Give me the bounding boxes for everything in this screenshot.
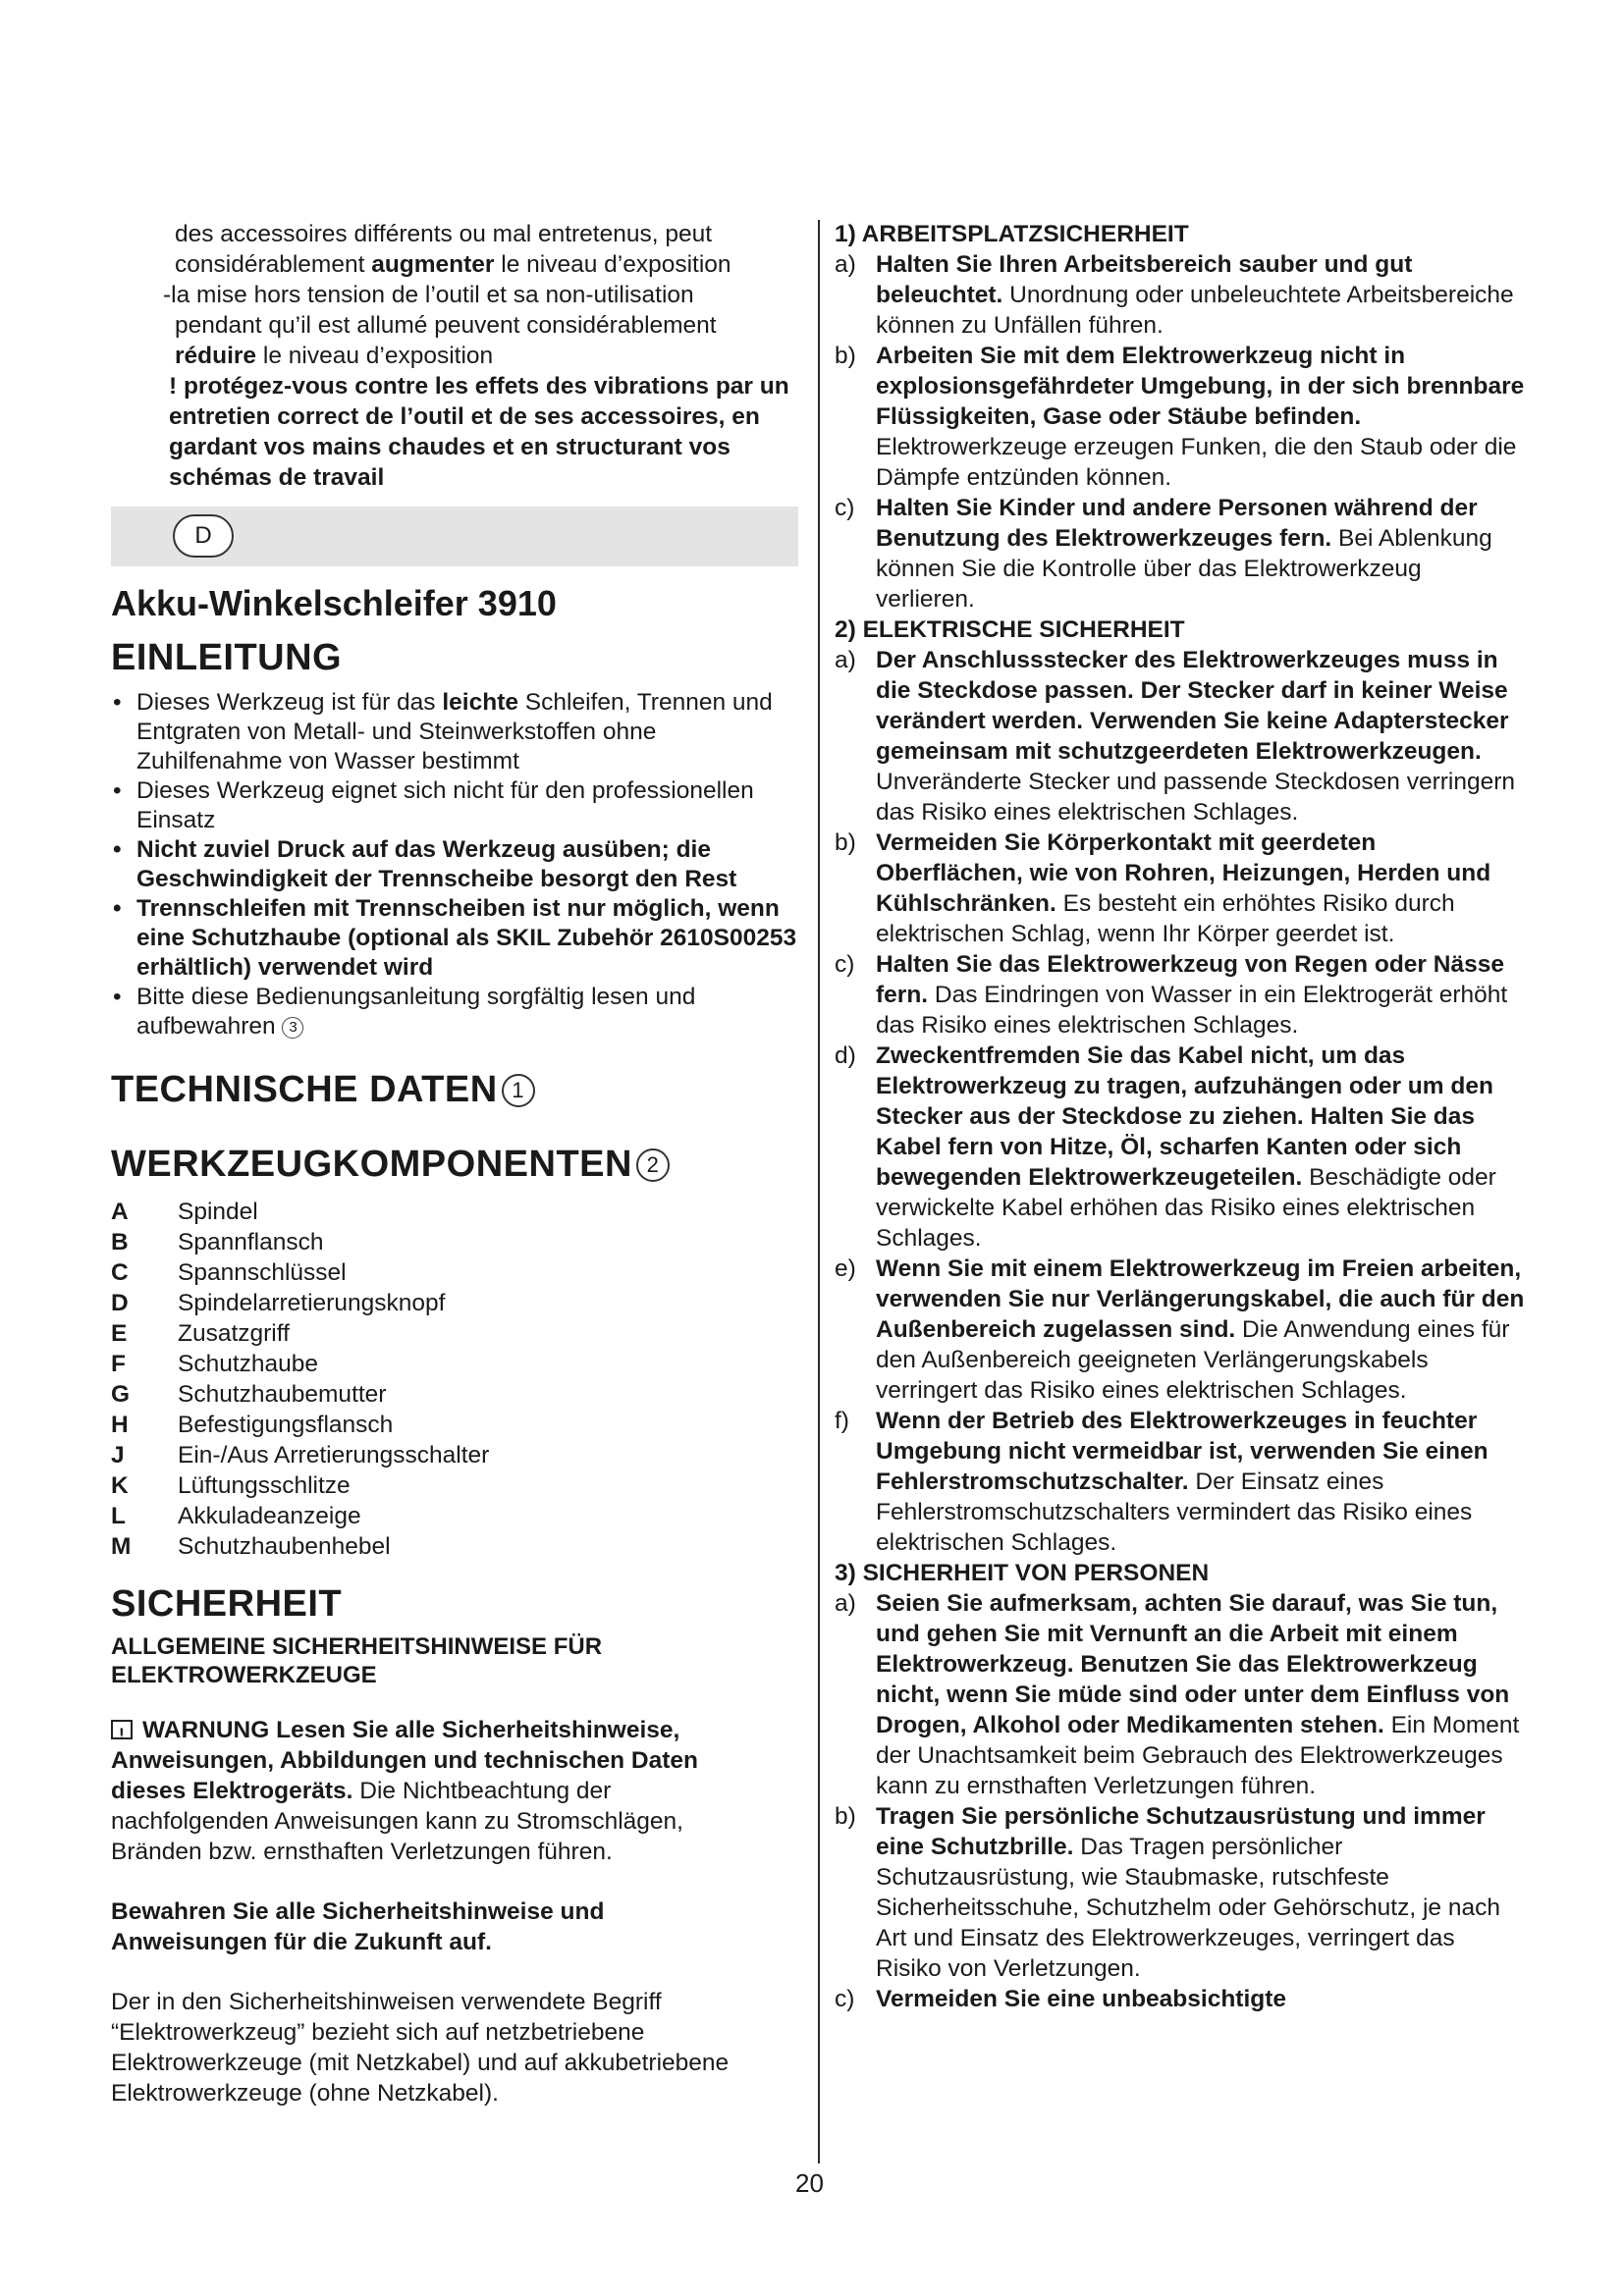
safety-item bbox=[835, 828, 1527, 949]
item-bold: Halten Sie Kinder und andere Personen während der Benutzung des Elektrowerkzeuges fern. bbox=[876, 495, 1478, 552]
item-text: Ein Moment der Unachtsamkeit beim Gebrauch des Elektrowerkzeuges kann zu ernsthaften Verletzungen führen. bbox=[876, 1712, 1520, 1799]
fr-bold-paragraph: ! protégez-vous contre les effets des vibrations par un entretien correct de l’outil et de ses accessoires, en gardant vos mains chaudes et en structurant vos schémas de travail bbox=[169, 373, 789, 491]
component-item bbox=[111, 1501, 798, 1531]
safety-item bbox=[835, 949, 1527, 1041]
item-label: b) bbox=[835, 1803, 856, 1830]
item-bold: Tragen Sie persönliche Schutzausrüstung und immer eine Schutzbrille. bbox=[876, 1803, 1486, 1860]
section-heading-arbeitsplatz: 1) ARBEITSPLATZSICHERHEIT bbox=[835, 221, 1189, 247]
safety-item bbox=[835, 645, 1527, 828]
component-key: C bbox=[111, 1259, 129, 1286]
safety-item bbox=[835, 1801, 1527, 1984]
component-item bbox=[111, 1227, 798, 1257]
elektrisch-items bbox=[835, 645, 1527, 1558]
item-label: f) bbox=[835, 1408, 849, 1434]
component-key: L bbox=[111, 1503, 126, 1529]
item-bold: Halten Sie Ihren Arbeitsbereich sauber und gut beleuchtet. bbox=[876, 251, 1413, 308]
item-bold: Seien Sie aufmerksam, achten Sie darauf, was Sie tun, und gehen Sie mit Vernunft an die Arbeit mit einem Elektrowerkzeug. Benutzen Sie das Elektrowerkzeug nicht, wenn Sie müde sind oder unter dem Einfluss von Drogen, Alkohol oder Medikamenten stehen. bbox=[876, 1590, 1510, 1738]
item-bold: Vermeiden Sie eine unbeabsichtigte bbox=[876, 1986, 1286, 2012]
item-label: a) bbox=[835, 251, 856, 278]
item-label: c) bbox=[835, 951, 855, 978]
component-label: Spannschlüssel bbox=[178, 1259, 347, 1286]
component-key: D bbox=[111, 1290, 129, 1316]
component-label: Schutzhaubemutter bbox=[178, 1381, 387, 1408]
figure-ref-icon: 2 bbox=[636, 1148, 670, 1182]
language-badge: D bbox=[173, 514, 234, 558]
component-label: Ein-/Aus Arretierungsschalter bbox=[178, 1442, 490, 1468]
component-key: B bbox=[111, 1229, 129, 1255]
figure-ref-icon: 3 bbox=[282, 1017, 303, 1039]
arbeitsplatz-items bbox=[835, 249, 1527, 614]
component-label: Schutzhaubenhebel bbox=[178, 1533, 391, 1560]
intro-bullet: • Dieses Werkzeug eignet sich nicht für den professionellen Einsatz bbox=[111, 776, 798, 835]
item-label: c) bbox=[835, 1986, 855, 2012]
safety-item bbox=[835, 1984, 1527, 2014]
warning-icon bbox=[111, 1720, 133, 1739]
component-key: A bbox=[111, 1199, 129, 1225]
item-label: d) bbox=[835, 1042, 856, 1069]
component-item bbox=[111, 1440, 798, 1470]
column-divider bbox=[818, 220, 820, 2163]
component-item bbox=[111, 1318, 798, 1349]
component-item bbox=[111, 1349, 798, 1379]
component-label: Befestigungsflansch bbox=[178, 1412, 394, 1438]
safety-item bbox=[835, 1041, 1527, 1254]
component-label: Zusatzgriff bbox=[178, 1320, 290, 1347]
section-heading-technische-daten: TECHNISCHE DATEN 1 bbox=[111, 1067, 798, 1112]
item-text: Elektrowerkzeuge erzeugen Funken, die den Staub oder die Dämpfe entzünden können. bbox=[876, 434, 1517, 491]
component-label: Spannflansch bbox=[178, 1229, 324, 1255]
intro-bullet: • Dieses Werkzeug ist für das leichte Schleifen, Trennen und Entgraten von Metall- und Steinwerkstoffen ohne Zuhilfenahme von Wasser bestimmt bbox=[111, 688, 798, 776]
item-label: a) bbox=[835, 647, 856, 673]
model-title: Akku-Winkelschleifer 3910 bbox=[111, 583, 557, 623]
item-label: e) bbox=[835, 1255, 856, 1282]
safety-item bbox=[835, 493, 1527, 614]
right-column bbox=[835, 219, 1527, 2014]
section-heading-personen: 3) SICHERHEIT VON PERSONEN bbox=[835, 1560, 1210, 1586]
intro-bullet: • Trennschleifen mit Trennscheiben ist nur möglich, wenn eine Schutzhaube (optional als SKIL Zubehör 2610S00253 erhältlich) verwendet wird bbox=[111, 894, 798, 983]
component-label: Spindel bbox=[178, 1199, 258, 1225]
component-key: H bbox=[111, 1412, 129, 1438]
term-definition: Der in den Sicherheitshinweisen verwendete Begriff “Elektrowerkzeug” bezieht sich auf netzbetriebene Elektrowerkzeuge (mit Netzkabel) und auf akkubetriebene Elektrowerkzeuge (ohne Netzkabel). bbox=[111, 1989, 730, 2107]
component-label: Lüftungsschlitze bbox=[178, 1472, 351, 1499]
item-text: Das Tragen persönlicher Schutzausrüstung, wie Staubmaske, rutschfeste Sicherheitsschuhe, Schutzhelm oder Gehörschutz, je nach Art und Einsatz des Elektrowerkzeuges, verringert das Risiko von Verletzungen. bbox=[876, 1834, 1500, 1982]
component-key: G bbox=[111, 1381, 131, 1408]
left-column bbox=[111, 219, 798, 2109]
item-bold: Zweckentfremden Sie das Kabel nicht, um das Elektrowerkzeug zu tragen, aufzuhängen oder um den Stecker aus der Steckdose zu ziehen. Halten Sie das Kabel fern von Hitze, Öl, scharfen Kanten oder sich bewegenden Elektrowerkzeugeteilen. bbox=[876, 1042, 1493, 1191]
item-text: Unordnung oder unbeleuchtete Arbeitsbereiche können zu Unfällen führen. bbox=[876, 282, 1514, 339]
warning-paragraph: !WARNUNG Lesen Sie alle Sicherheitshinweise, Anweisungen, Abbildungen und technischen Daten dieses Elektrogeräts. Die Nichtbeachtung der nachfolgenden Anweisungen kann zu Stromschlägen, Bränden bzw. ernsthaften Verletzungen führen. bbox=[111, 1715, 739, 1867]
component-item bbox=[111, 1410, 798, 1440]
item-text: Beschädigte oder verwickelte Kabel erhöhen das Risiko eines elektrischen Schlages. bbox=[876, 1164, 1496, 1252]
page-number: 20 bbox=[795, 2168, 824, 2198]
item-label: b) bbox=[835, 829, 856, 856]
item-label: a) bbox=[835, 1590, 856, 1617]
item-text: Die Anwendung eines für den Außenbereich geeigneten Verlängerungskabels verringert das Risiko eines elektrischen Schlages. bbox=[876, 1316, 1510, 1404]
intro-bullet: • Nicht zuviel Druck auf das Werkzeug ausüben; die Geschwindigkeit der Trennscheibe besorgt den Rest bbox=[111, 835, 798, 894]
item-text: Unveränderte Stecker und passende Steckdosen verringern das Risiko eines elektrischen Schlages. bbox=[876, 769, 1515, 826]
item-label: c) bbox=[835, 495, 855, 521]
personen-items bbox=[835, 1588, 1527, 2014]
component-key: J bbox=[111, 1442, 125, 1468]
component-key: F bbox=[111, 1351, 126, 1377]
item-bold: Wenn der Betrieb des Elektrowerkzeuges in feuchter Umgebung nicht vermeidbar ist, verwenden Sie einen Fehlerstromschutzschalter. bbox=[876, 1408, 1489, 1495]
safety-item bbox=[835, 1254, 1527, 1406]
keep-instructions: Bewahren Sie alle Sicherheitshinweise und Anweisungen für die Zukunft auf. bbox=[111, 1898, 605, 1955]
component-item bbox=[111, 1197, 798, 1227]
fr-line: des accessoires différents ou mal entretenus, peut bbox=[175, 221, 713, 247]
component-label: Spindelarretierungsknopf bbox=[178, 1290, 446, 1316]
component-item bbox=[111, 1531, 798, 1562]
french-continuation bbox=[111, 219, 798, 493]
safety-item bbox=[835, 249, 1527, 341]
section-heading-einleitung: EINLEITUNG bbox=[111, 637, 343, 678]
item-bold: Arbeiten Sie mit dem Elektrowerkzeug nicht in explosionsgefährdeter Umgebung, in der sich brennbare Flüssigkeiten, Gase oder Stäube befinden. bbox=[876, 343, 1525, 430]
figure-ref-icon: 1 bbox=[502, 1074, 535, 1107]
safety-item bbox=[835, 1588, 1527, 1801]
fr-line: considérablement augmenter le niveau d’exposition bbox=[175, 251, 731, 278]
component-label: Akkuladeanzeige bbox=[178, 1503, 361, 1529]
item-bold: Halten Sie das Elektrowerkzeug von Regen oder Nässe fern. bbox=[876, 951, 1504, 1008]
section-heading-werkzeugkomponenten: WERKZEUGKOMPONENTEN 2 bbox=[111, 1142, 798, 1187]
component-item bbox=[111, 1257, 798, 1288]
language-bar bbox=[111, 507, 798, 566]
item-label: b) bbox=[835, 343, 856, 369]
section-heading-sicherheit: SICHERHEIT bbox=[111, 1583, 343, 1625]
item-bold: Wenn Sie mit einem Elektrowerkzeug im Freien arbeiten, verwenden Sie nur Verlängerungskabel, die auch für den Außenbereich zugelassen sind. bbox=[876, 1255, 1525, 1343]
item-text: Bei Ablenkung können Sie die Kontrolle über das Elektrowerkzeug verlieren. bbox=[876, 525, 1492, 613]
item-text: Der Einsatz eines Fehlerstromschutzschalters vermindert das Risiko eines elektrischen Schlages. bbox=[876, 1468, 1473, 1556]
safety-item bbox=[835, 341, 1527, 493]
fr-line: réduire le niveau d’exposition bbox=[175, 343, 494, 369]
component-key: M bbox=[111, 1533, 132, 1560]
component-item bbox=[111, 1379, 798, 1410]
item-text: Das Eindringen von Wasser in ein Elektrogerät erhöht das Risiko eines elektrischen Schlages. bbox=[876, 982, 1508, 1039]
intro-bullets bbox=[111, 688, 798, 1041]
component-item bbox=[111, 1288, 798, 1318]
item-bold: Der Anschlussstecker des Elektrowerkzeuges muss in die Steckdose passen. Der Stecker darf in keiner Weise verändert werden. Verwenden Sie keine Adapterstecker gemeinsam mit schutzgeerdeten Elektrowerkzeugen. bbox=[876, 647, 1509, 765]
item-text: Es besteht ein erhöhtes Risiko durch elektrischen Schlag, wenn Ihr Körper geerdet ist. bbox=[876, 890, 1455, 947]
component-key: E bbox=[111, 1320, 128, 1347]
component-key: K bbox=[111, 1472, 129, 1499]
safety-item bbox=[835, 1406, 1527, 1558]
item-bold: Vermeiden Sie Körperkontakt mit geerdeten Oberflächen, wie von Rohren, Heizungen, Herden und Kühlschränken. bbox=[876, 829, 1491, 917]
section-heading-elektrisch: 2) ELEKTRISCHE SICHERHEIT bbox=[835, 616, 1185, 643]
component-item bbox=[111, 1470, 798, 1501]
intro-bullet: • Bitte diese Bedienungsanleitung sorgfältig lesen und aufbewahren 3 bbox=[111, 983, 798, 1041]
fr-line: -la mise hors tension de l’outil et sa non-utilisation bbox=[163, 282, 694, 308]
safety-subheading: ALLGEMEINE SICHERHEITSHINWEISE FÜR ELEKTROWERKZEUGE bbox=[111, 1633, 603, 1688]
component-label: Schutzhaube bbox=[178, 1351, 319, 1377]
component-list bbox=[111, 1197, 798, 1562]
fr-line: pendant qu’il est allumé peuvent considérablement bbox=[175, 312, 717, 339]
